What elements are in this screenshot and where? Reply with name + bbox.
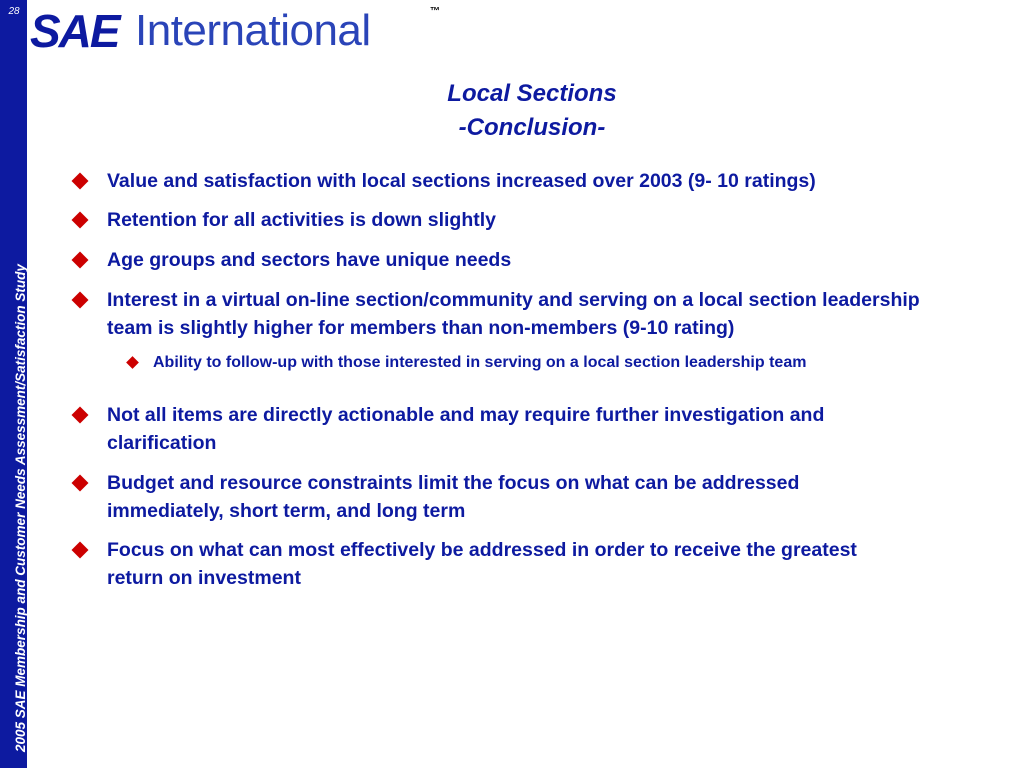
logo-international: International [135, 6, 371, 55]
diamond-bullet-icon [72, 475, 89, 492]
diamond-bullet-icon [72, 173, 89, 190]
title-line-1: Local Sections [447, 80, 617, 107]
list-item: Budget and resource constraints limit the focus on what can be addressed immediately, short term, and long term [70, 469, 830, 525]
list-item: Not all items are directly actionable and may require further investigation and clarification [70, 401, 900, 457]
diamond-bullet-icon [72, 407, 89, 424]
list-item: Retention for all activities is down slightly [70, 206, 990, 234]
side-title: 2005 SAE Membership and Customer Needs Assessment/Satisfaction Study [13, 264, 28, 752]
list-item: Interest in a virtual on-line section/community and serving on a local section leadership team is slightly higher for members than non-members (9-10 rating) [70, 286, 970, 342]
diamond-bullet-icon [72, 542, 89, 559]
diamond-bullet-icon [72, 252, 89, 269]
diamond-bullet-icon [126, 356, 139, 369]
diamond-bullet-icon [72, 212, 89, 229]
list-item: Value and satisfaction with local sections increased over 2003 (9- 10 ratings) [70, 167, 990, 195]
list-item: Age groups and sectors have unique needs [70, 246, 990, 274]
logo-trademark: ™ [430, 6, 440, 17]
title-line-2: -Conclusion- [458, 114, 606, 141]
page-number: 28 [8, 6, 20, 17]
sub-list-item: Ability to follow-up with those interested in serving on a local section leadership team [125, 352, 985, 374]
side-banner [0, 0, 27, 768]
logo-sae: SAE [30, 5, 119, 57]
list-item: Focus on what can most effectively be addressed in order to receive the greatest return on investment [70, 536, 900, 592]
diamond-bullet-icon [72, 292, 89, 309]
sae-logo [30, 6, 450, 56]
page-title [432, 77, 632, 145]
